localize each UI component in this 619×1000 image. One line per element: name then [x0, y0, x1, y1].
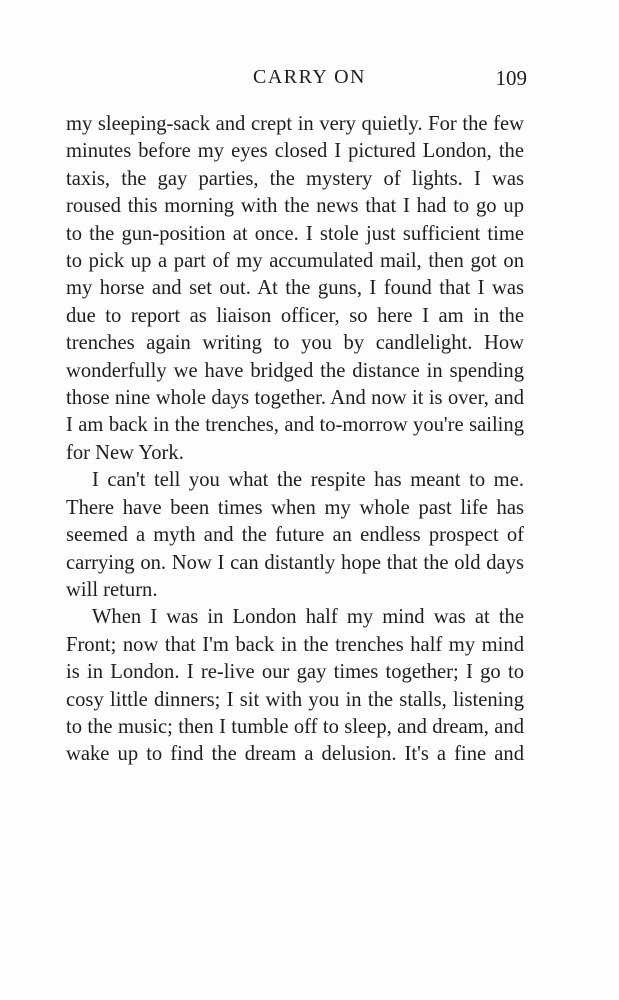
running-title: CARRY ON	[253, 66, 366, 88]
page-number: 109	[495, 66, 527, 90]
running-head	[0, 66, 619, 96]
paragraph-continued: my sleeping-sack and crept in very quietly. For the few minutes before my eyes closed I pictured London, the taxis, the gay parties, the mystery of lights. I was roused this morning with the news that I had to go up to the gun-position at once. I stole just sufficient time to pick up a part of my accumulated mail, then got on my horse and set out. At the guns, I found that I was due to report as liaison officer, so here I am in the trenches again writing to you by candlelight. How wonderfully we have bridged the distance in spending those nine whole days together. And now it is over, and I am back in the trenches, and to-morrow you're sailing for New York.	[66, 113, 524, 464]
paragraph-london: When I was in London half my mind was at the Front; now that I'm back in the trenches half my mind is in London. I re-live our gay times together; I go to cosy little dinners; I sit with you in the stalls, listening to the music; then I tumble off to sleep, and dream, and wake up to find the dream a delusion. It's a fine and	[66, 606, 524, 766]
body-text	[66, 111, 524, 769]
paragraph-respite: I can't tell you what the respite has meant to me. There have been times when my whole past life has seemed a myth and the future an endless prospect of carrying on. Now I can distantly hope that the old days will return.	[66, 469, 524, 601]
